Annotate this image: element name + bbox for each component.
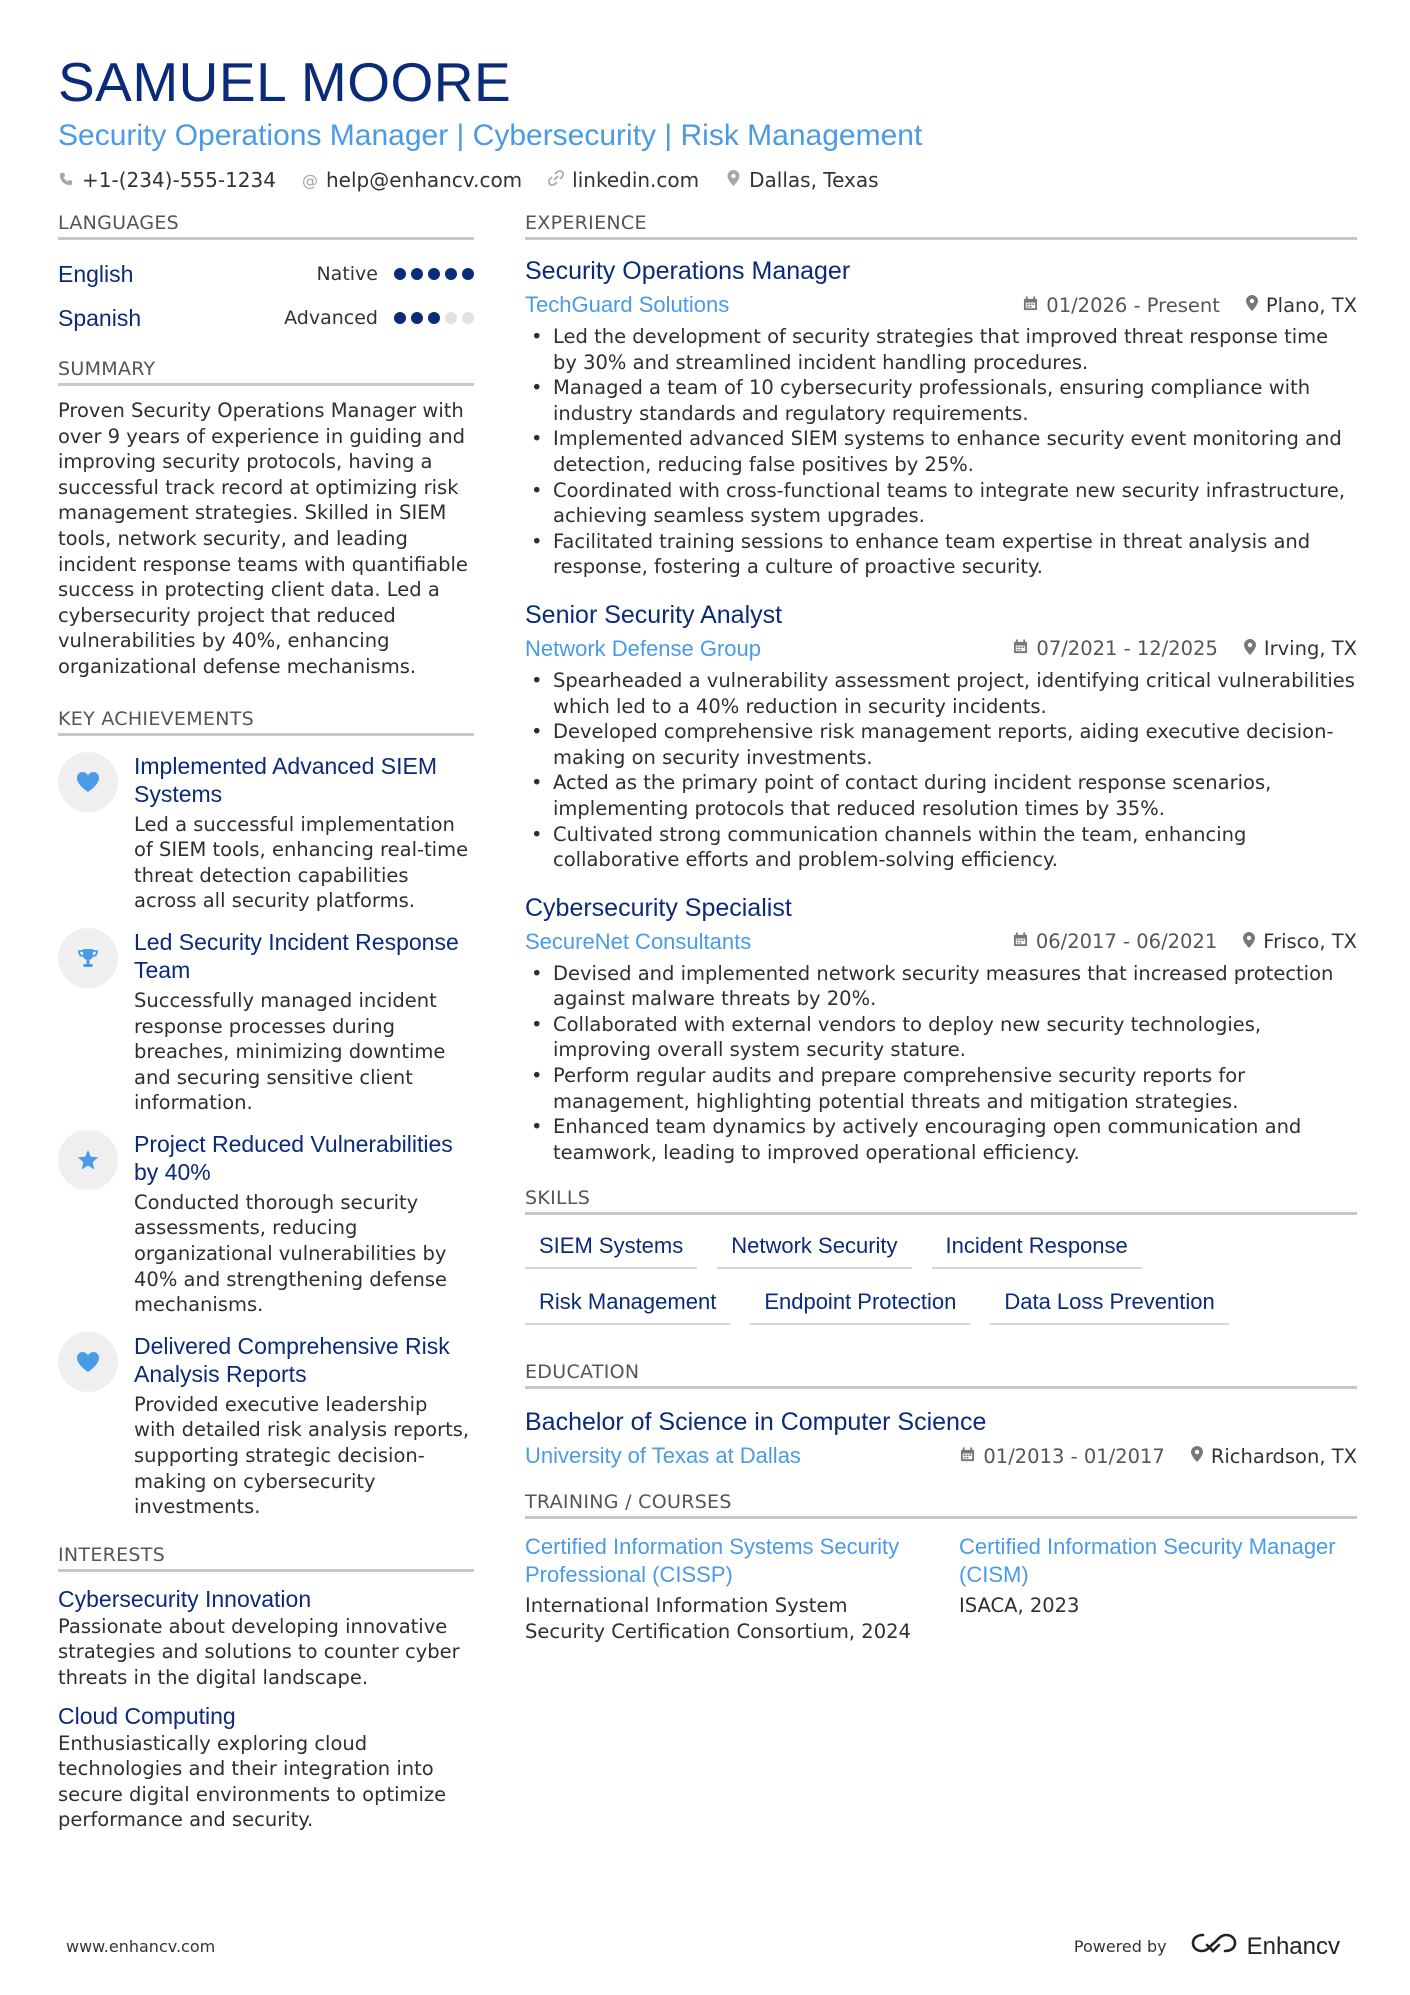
location-text: Irving, TX bbox=[1263, 637, 1357, 661]
dates-text: 01/2013 - 01/2017 bbox=[983, 1444, 1165, 1468]
email-text: help@enhancv.com bbox=[325, 168, 523, 192]
skills-list bbox=[525, 1227, 1357, 1325]
skill-tag: Incident Response bbox=[932, 1227, 1142, 1269]
training-section bbox=[525, 1491, 1357, 1644]
language-level: Advanced bbox=[284, 307, 378, 329]
job-title: Senior Security Analyst bbox=[525, 600, 783, 629]
course-title: Certified Information Security Manager (CISM) bbox=[959, 1534, 1336, 1588]
company-name: SecureNet Consultants bbox=[525, 928, 752, 954]
contact-location bbox=[725, 168, 878, 192]
rating-dot bbox=[394, 312, 406, 324]
linkedin-text: linkedin.com bbox=[572, 168, 700, 192]
language-rating bbox=[394, 268, 474, 280]
achievement-desc: Conducted thorough security assessments, reducing organizational vulnerabilities by 40% and strengthening defense mechanisms. bbox=[134, 1190, 448, 1317]
interests-section bbox=[58, 1544, 474, 1833]
achievement-desc: Led a successful implementation of SIEM tools, enhancing real-time threat detection capabilities across all security platforms. bbox=[134, 812, 469, 913]
bullet-item: • Led the development of security strategies that improved threat response time by 30% and streamlined incident handling procedures. bbox=[525, 324, 1357, 375]
achievements-heading: KEY ACHIEVEMENTS bbox=[58, 708, 474, 736]
education-dates bbox=[960, 1445, 1164, 1468]
training-heading: TRAINING / COURSES bbox=[525, 1491, 1357, 1519]
location-text: Richardson, TX bbox=[1210, 1444, 1357, 1468]
contact-phone[interactable] bbox=[58, 168, 276, 192]
job-entry bbox=[525, 598, 1357, 873]
summary-section bbox=[58, 358, 474, 680]
skill-tag: Network Security bbox=[717, 1227, 911, 1269]
experience-section bbox=[525, 212, 1357, 1165]
education-meta bbox=[525, 1439, 1357, 1473]
page-footer bbox=[66, 1932, 1340, 1961]
calendar-icon bbox=[1023, 296, 1038, 315]
location-text: Plano, TX bbox=[1265, 293, 1357, 317]
interests-heading: INTERESTS bbox=[58, 1544, 474, 1572]
location-pin-icon bbox=[1191, 1446, 1203, 1466]
language-rating bbox=[394, 312, 474, 324]
job-title: Cybersecurity Specialist bbox=[525, 893, 792, 922]
languages-section bbox=[58, 212, 474, 340]
brand-logo[interactable] bbox=[1191, 1932, 1340, 1961]
job-bullets bbox=[525, 961, 1357, 1166]
achievement-item bbox=[58, 1130, 474, 1318]
dates-text: 07/2021 - 12/2025 bbox=[1036, 637, 1218, 661]
course-desc: ISACA, 2023 bbox=[959, 1594, 1080, 1618]
rating-dot bbox=[445, 268, 457, 280]
rating-dot bbox=[445, 312, 457, 324]
bullet-item: • Acted as the primary point of contact during incident response scenarios, implementing protocols that reduced resolution times by 35%. bbox=[525, 770, 1357, 821]
job-location bbox=[1244, 637, 1357, 660]
location-pin-icon bbox=[725, 170, 741, 190]
course-item bbox=[959, 1533, 1357, 1644]
bullet-item: • Spearheaded a vulnerability assessment project, identifying critical vulnerabilities which led to a 40% reduction in security incidents. bbox=[525, 668, 1357, 719]
job-title: Security Operations Manager bbox=[525, 257, 851, 285]
achievement-desc: Successfully managed incident response processes during breaches, minimizing downtime and securing sensitive client information. bbox=[134, 988, 446, 1115]
interest-desc: Enthusiastically exploring cloud technologies and their integration into secure digital environments to optimize performance and security. bbox=[58, 1731, 447, 1832]
experience-heading: EXPERIENCE bbox=[525, 212, 1357, 240]
rating-dot bbox=[462, 268, 474, 280]
bullet-item: • Collaborated with external vendors to deploy new security technologies, improving overall system security stature. bbox=[525, 1012, 1357, 1063]
degree-title: Bachelor of Science in Computer Science bbox=[525, 1408, 987, 1437]
language-level: Native bbox=[316, 263, 378, 285]
at-icon: @ bbox=[301, 170, 318, 190]
rating-dot bbox=[428, 312, 440, 324]
course-title: Certified Information Systems Security Professional (CISSP) bbox=[525, 1534, 900, 1588]
education-heading: EDUCATION bbox=[525, 1361, 1357, 1389]
achievement-item bbox=[58, 752, 474, 914]
language-item bbox=[58, 252, 474, 296]
education-section bbox=[525, 1361, 1357, 1473]
summary-text: Proven Security Operations Manager with over 9 years of experience in guiding and improving security protocols, having a successful track record at optimizing risk management strategies. Skilled in SIEM tools, network security, and leading incident response teams with quantifiable success in protecting client data. Led a cybersecurity project that reduced vulnerabilities by 40%, enhancing organizational defense mechanisms. bbox=[58, 399, 468, 678]
interest-desc: Passionate about developing innovative strategies and solutions to counter cyber threats in the digital landscape. bbox=[58, 1614, 460, 1689]
bullet-item: • Implemented advanced SIEM systems to enhance security event monitoring and detection, reducing false positives by 25%. bbox=[525, 426, 1357, 477]
candidate-headline: Security Operations Manager | Cybersecurity | Risk Management bbox=[58, 119, 923, 152]
powered-by-label: Powered by bbox=[1073, 1937, 1167, 1956]
courses-list bbox=[525, 1533, 1357, 1644]
heart-icon bbox=[58, 1332, 118, 1392]
course-desc: International Information System Security Certification Consortium, 2024 bbox=[525, 1594, 911, 1644]
location-pin-icon bbox=[1244, 639, 1256, 659]
course-item bbox=[525, 1533, 923, 1644]
skill-tag: Endpoint Protection bbox=[750, 1283, 970, 1325]
link-icon bbox=[548, 170, 564, 190]
job-dates bbox=[1013, 930, 1217, 953]
rating-dot bbox=[411, 268, 423, 280]
location-text: Frisco, TX bbox=[1263, 930, 1357, 954]
job-bullets bbox=[525, 668, 1357, 873]
skill-tag: SIEM Systems bbox=[525, 1227, 697, 1269]
bullet-item: • Managed a team of 10 cybersecurity professionals, ensuring compliance with industry standards and regulatory requirements. bbox=[525, 375, 1357, 426]
achievement-title: Led Security Incident Response Team bbox=[134, 928, 459, 983]
calendar-icon bbox=[1013, 932, 1028, 951]
left-column bbox=[58, 212, 474, 1843]
skills-section bbox=[525, 1187, 1357, 1325]
job-entry bbox=[525, 891, 1357, 1166]
job-location bbox=[1246, 294, 1357, 317]
job-entry bbox=[525, 254, 1357, 580]
trophy-icon bbox=[58, 928, 118, 988]
bullet-item: • Coordinated with cross-functional teams to integrate new security infrastructure, achieving seamless system upgrades. bbox=[525, 478, 1357, 529]
job-meta bbox=[525, 925, 1357, 959]
skill-tag: Risk Management bbox=[525, 1283, 730, 1325]
contact-info bbox=[58, 168, 1358, 192]
interest-title: Cybersecurity Innovation bbox=[58, 1585, 312, 1612]
education-location bbox=[1191, 1445, 1357, 1468]
achievement-item bbox=[58, 1332, 474, 1520]
bullet-item: • Cultivated strong communication channels within the team, enhancing collaborative efforts and problem-solving efficiency. bbox=[525, 822, 1357, 873]
job-dates bbox=[1023, 294, 1220, 317]
achievement-desc: Provided executive leadership with detailed risk analysis reports, supporting strategic decision-making on cybersecurity investments. bbox=[134, 1392, 470, 1519]
rating-dot bbox=[462, 312, 474, 324]
achievements-section bbox=[58, 708, 474, 1520]
rating-dot bbox=[411, 312, 423, 324]
calendar-icon bbox=[1013, 639, 1028, 658]
job-meta bbox=[525, 632, 1357, 666]
rating-dot bbox=[394, 268, 406, 280]
school-name: University of Texas at Dallas bbox=[525, 1443, 801, 1469]
calendar-icon bbox=[960, 1447, 975, 1466]
phone-text: +1-(234)-555-1234 bbox=[82, 168, 276, 192]
candidate-name: SAMUEL MOORE bbox=[58, 51, 512, 113]
languages-heading: LANGUAGES bbox=[58, 212, 474, 240]
bullet-item: • Enhanced team dynamics by actively encouraging open communication and teamwork, leading to improved operational efficiency. bbox=[525, 1114, 1357, 1165]
bullet-item: • Perform regular audits and prepare comprehensive security reports for management, highlighting potential threats and mitigation strategies. bbox=[525, 1063, 1357, 1114]
footer-url[interactable]: www.enhancv.com bbox=[66, 1937, 216, 1956]
achievement-item bbox=[58, 928, 474, 1116]
phone-icon bbox=[58, 171, 74, 190]
skill-tag: Data Loss Prevention bbox=[990, 1283, 1228, 1325]
bullet-item: • Facilitated training sessions to enhance team expertise in threat analysis and response, fostering a culture of proactive security. bbox=[525, 529, 1357, 580]
job-dates bbox=[1013, 637, 1217, 660]
location-pin-icon bbox=[1243, 932, 1255, 952]
infinity-logo-icon bbox=[1191, 1932, 1237, 1961]
summary-heading: SUMMARY bbox=[58, 358, 474, 386]
achievement-title: Delivered Comprehensive Risk Analysis Reports bbox=[134, 1332, 450, 1387]
bullet-item: • Developed comprehensive risk management reports, aiding executive decision-making on security investments. bbox=[525, 719, 1357, 770]
rating-dot bbox=[428, 268, 440, 280]
language-item bbox=[58, 296, 474, 340]
contact-email[interactable] bbox=[302, 168, 522, 192]
company-name: Network Defense Group bbox=[525, 635, 761, 661]
achievement-title: Project Reduced Vulnerabilities by 40% bbox=[134, 1130, 453, 1185]
dates-text: 06/2017 - 06/2021 bbox=[1035, 930, 1218, 954]
brand-name: Enhancv bbox=[1246, 1932, 1340, 1960]
interest-title: Cloud Computing bbox=[58, 1702, 236, 1729]
location-pin-icon bbox=[1246, 295, 1258, 315]
location-text: Dallas, Texas bbox=[749, 168, 879, 192]
achievement-title: Implemented Advanced SIEM Systems bbox=[134, 752, 437, 807]
job-bullets bbox=[525, 324, 1357, 580]
language-name: English bbox=[58, 260, 134, 287]
right-column bbox=[525, 212, 1357, 1645]
skills-heading: SKILLS bbox=[525, 1187, 1357, 1215]
language-name: Spanish bbox=[58, 304, 142, 331]
dates-text: 01/2026 - Present bbox=[1046, 293, 1220, 317]
heart-icon bbox=[58, 752, 118, 812]
job-location bbox=[1243, 930, 1357, 953]
bullet-item: • Devised and implemented network security measures that increased protection against malware threats by 20%. bbox=[525, 961, 1357, 1012]
resume-header bbox=[58, 50, 1358, 192]
contact-linkedin[interactable] bbox=[548, 168, 699, 192]
star-icon bbox=[58, 1130, 118, 1190]
company-name: TechGuard Solutions bbox=[525, 292, 730, 317]
job-meta bbox=[525, 288, 1357, 322]
